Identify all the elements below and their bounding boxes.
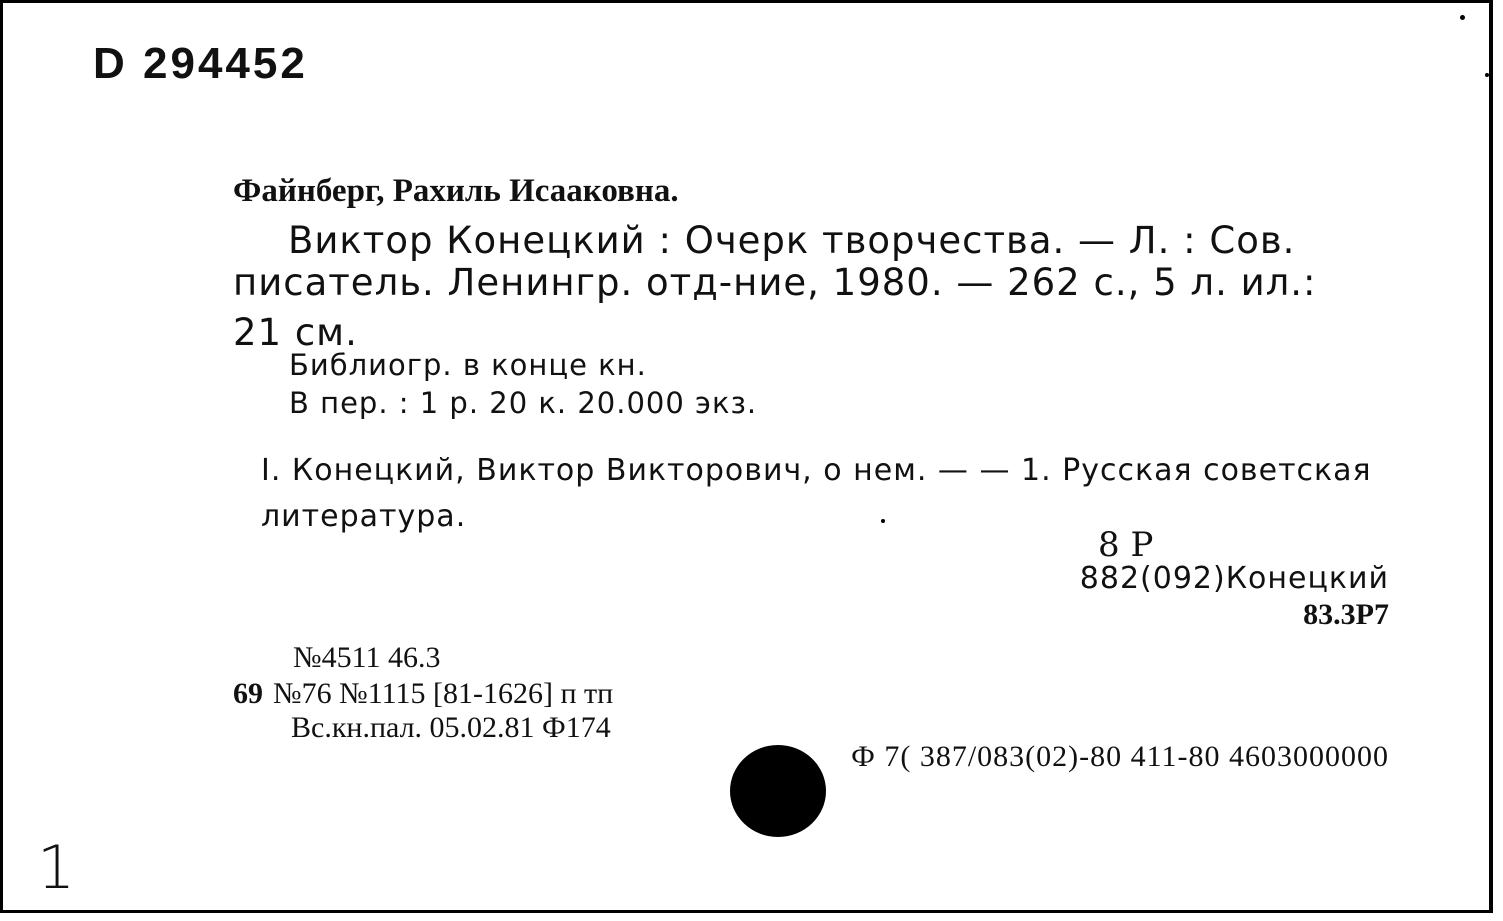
author-heading: Файнберг, Рахиль Исааковна.	[233, 173, 679, 209]
punch-hole	[730, 745, 826, 837]
title-line-1: Виктор Конецкий : Очерк творчества. — Л. : Сов.	[288, 219, 1296, 262]
tracing-line-2: литература.	[261, 499, 467, 534]
price-note: В пер. : 1 р. 20 к. 20.000 экз.	[289, 386, 758, 420]
footer-line-2-text: №76 №1115 [81-1626] п тп	[273, 677, 614, 710]
handwritten-mark: 1	[37, 833, 76, 903]
footer-line-2	[233, 677, 613, 711]
speck	[881, 519, 885, 523]
speck	[1460, 15, 1465, 20]
tracing-line-1: I. Конецкий, Виктор Викторович, о нем. — — 1. Русская советская	[261, 453, 1372, 488]
title-line-3: 21 см.	[233, 311, 358, 354]
footer-prefix: 69	[233, 677, 263, 710]
bibliography-note: Библиогр. в конце кн.	[289, 348, 647, 382]
title-line-2: писатель. Ленингр. отд-ние, 1980. — 262 с., 5 л. ил.:	[233, 261, 1317, 304]
udc-classification: 882(092)Конецкий	[1079, 561, 1389, 596]
speck	[1485, 73, 1489, 77]
footer-line-3: Вс.кн.пал. 05.02.81 Ф174	[291, 711, 611, 744]
handwritten-code: 8 Р	[1098, 525, 1154, 565]
footer-line-1: №4511 46.3	[293, 641, 441, 674]
card-number: D 294452	[93, 39, 308, 88]
bbk-classification: 83.3Р7	[1303, 598, 1389, 631]
footer-line-4: Ф 7( 387/083(02)-80 411-80 4603000000	[851, 740, 1389, 773]
